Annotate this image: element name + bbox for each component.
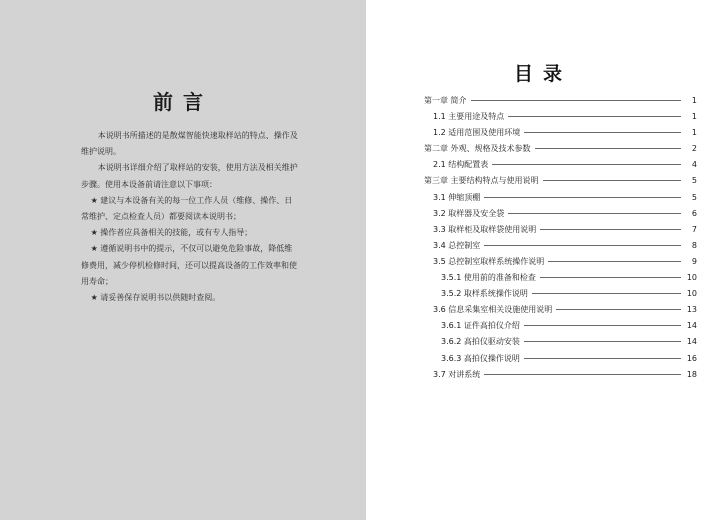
toc-entry-page: 4	[691, 160, 697, 170]
preface-paragraph: 本说明书所描述的是散煤智能快速取样站的特点、操作及维护说明。	[81, 131, 298, 157]
toc-leader-line	[508, 213, 681, 214]
toc-leader-line	[524, 341, 681, 342]
toc-entry-label: 1.2 适用范围及使用环境	[433, 128, 521, 138]
toc-entry[interactable]	[424, 369, 697, 385]
toc-entry-page: 2	[691, 144, 697, 154]
toc-entry[interactable]	[424, 224, 697, 240]
preface-bullet: ★ 请妥善保存说明书以供随时查阅。	[90, 293, 221, 303]
toc-entry-label: 第二章 外观、规格及技术参数	[424, 144, 531, 154]
toc-entry-page: 14	[686, 321, 697, 331]
toc-leader-line	[543, 180, 681, 181]
toc-entry[interactable]	[424, 143, 697, 159]
preface-bullet: ★ 操作者应具备相关的技能，或有专人指导；	[90, 228, 253, 238]
toc-entry[interactable]	[424, 320, 697, 336]
toc-entry-label: 3.6.1 证件高拍仪介绍	[441, 321, 520, 331]
toc-title: 目录	[513, 63, 572, 85]
toc-entry-page: 10	[686, 273, 697, 283]
toc-entry-page: 18	[686, 369, 697, 379]
toc-entry[interactable]	[424, 288, 697, 304]
toc-entry[interactable]	[424, 353, 697, 369]
toc-entry-label: 3.2 取样器及安全袋	[433, 208, 505, 218]
toc-entry[interactable]	[424, 111, 697, 127]
toc-entry-page: 16	[686, 353, 697, 363]
preface-bullet: ★ 遵循说明书中的提示，不仅可以避免危险事故，降低维修费用，减少停机检修时间，还可以提高设备的工作效率和使用寿命；	[81, 244, 297, 286]
toc-entry-label: 3.5.1 使用前的准备和检查	[441, 273, 536, 283]
toc-leader-line	[524, 358, 681, 359]
toc-entry-label: 2.1 结构配置表	[433, 160, 489, 170]
toc-page	[366, 0, 720, 520]
toc-leader-line	[484, 245, 681, 246]
toc-leader-line	[524, 132, 681, 133]
toc-leader-line	[484, 374, 681, 375]
toc-list	[424, 95, 697, 385]
preface-paragraph: 本说明书详细介绍了取样站的安装，使用方法及相关维护步骤。使用本设备前请注意以下事项：	[81, 163, 298, 189]
toc-leader-line	[492, 164, 681, 165]
toc-leader-line	[484, 197, 681, 198]
toc-leader-line	[508, 116, 681, 117]
toc-entry-page: 5	[691, 192, 697, 202]
toc-entry-page: 6	[691, 208, 697, 218]
toc-leader-line	[524, 325, 681, 326]
toc-leader-line	[540, 229, 681, 230]
toc-entry-label: 3.4 总控制室	[433, 240, 481, 250]
toc-entry-label: 1.1 主要用途及特点	[433, 112, 505, 122]
toc-entry[interactable]	[424, 304, 697, 320]
toc-entry-label: 3.3 取样柜及取样袋使用说明	[433, 224, 537, 234]
preface-title: 前言	[153, 90, 213, 114]
toc-entry-label: 3.6.2 高拍仪驱动安装	[441, 337, 520, 347]
toc-entry-label: 3.7 对讲系统	[433, 369, 481, 379]
toc-entry-page: 10	[686, 289, 697, 299]
toc-entry[interactable]	[424, 95, 697, 111]
toc-entry-page: 1	[691, 128, 697, 138]
toc-entry[interactable]	[424, 159, 697, 175]
preface-body	[81, 128, 299, 306]
toc-leader-line	[471, 100, 681, 101]
toc-entry-page: 7	[691, 224, 697, 234]
toc-entry[interactable]	[424, 192, 697, 208]
toc-entry[interactable]	[424, 336, 697, 352]
toc-entry-label: 3.5.2 取样系统操作说明	[441, 289, 528, 299]
toc-entry-label: 第三章 主要结构特点与使用说明	[424, 176, 539, 186]
toc-entry[interactable]	[424, 208, 697, 224]
toc-leader-line	[556, 309, 681, 310]
toc-entry-label: 3.1 伸缩顶棚	[433, 192, 481, 202]
toc-entry[interactable]	[424, 127, 697, 143]
toc-entry-label: 3.5 总控制室取样系统操作说明	[433, 256, 545, 266]
toc-entry-page: 8	[691, 240, 697, 250]
toc-entry-page: 9	[691, 256, 697, 266]
toc-leader-line	[548, 261, 681, 262]
toc-entry-page: 1	[691, 96, 697, 105]
toc-entry-page: 14	[686, 337, 697, 347]
toc-entry-label: 3.6 信息采集室相关设施使用说明	[433, 305, 553, 315]
toc-entry[interactable]	[424, 256, 697, 272]
toc-entry[interactable]	[424, 240, 697, 256]
toc-entry-page: 5	[691, 176, 697, 186]
toc-leader-line	[532, 293, 681, 294]
toc-leader-line	[535, 148, 681, 149]
toc-entry[interactable]	[424, 272, 697, 288]
toc-leader-line	[540, 277, 681, 278]
toc-entry-label: 3.6.3 高拍仪操作说明	[441, 353, 520, 363]
toc-entry-page: 13	[686, 305, 697, 315]
toc-entry-page: 1	[691, 112, 697, 122]
toc-entry[interactable]	[424, 175, 697, 191]
toc-entry-label: 第一章 简介	[424, 96, 467, 105]
preface-bullet: ★ 建议与本设备有关的每一位工作人员（维修、操作、日常维护、定点检查人员）都要阅读本说明书；	[81, 195, 293, 222]
